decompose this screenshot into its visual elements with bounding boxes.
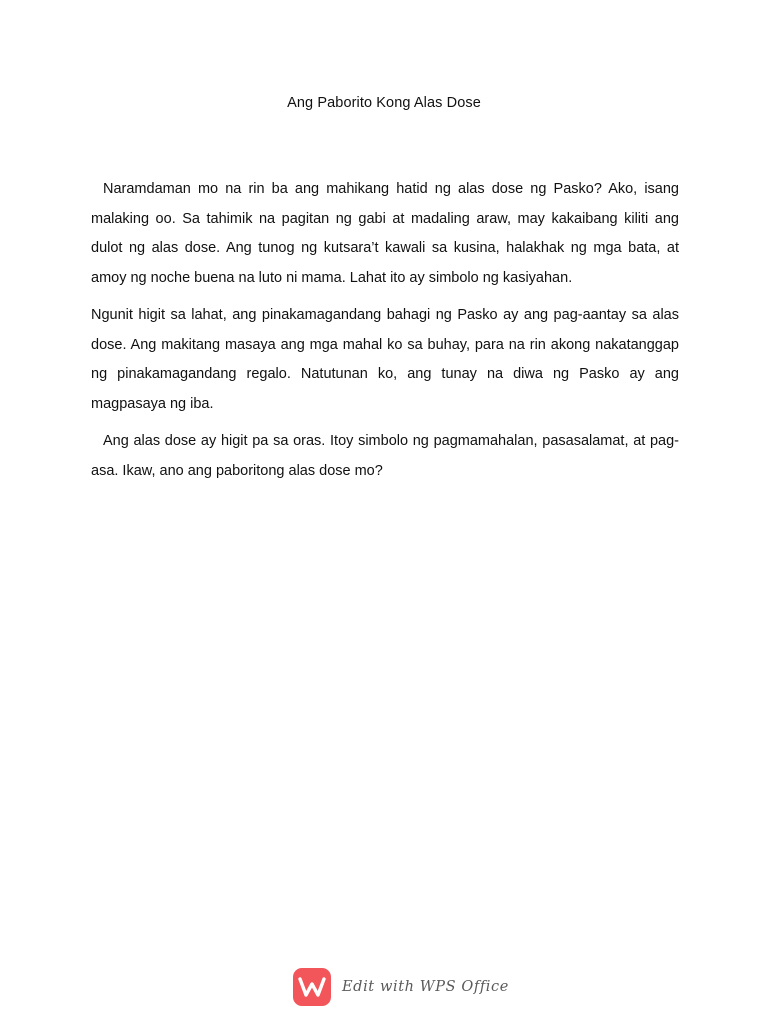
document-title: Ang Paborito Kong Alas Dose (287, 95, 481, 111)
document-body (91, 175, 679, 494)
wps-office-logo-icon (293, 968, 331, 1006)
paragraph-2: Ngunit higit sa lahat, ang pinakamagandang bahagi ng Pasko ay ang pag-aantay sa alas dose. Ang makitang masaya ang mga mahal ko sa buhay, para na rin akong nakatanggap ng pinakamagandang regalo. Natutunan ko, ang tunay na diwa ng Pasko ay ang magpasaya ng iba. (91, 307, 679, 412)
paragraph-3: Ang alas dose ay higit pa sa oras. Itoy simbolo ng pagmamahalan, pasasalamat, at pag-asa. Ikaw, ano ang paboritong alas dose mo? (91, 433, 679, 479)
paragraph-1: Naramdaman mo na rin ba ang mahikang hatid ng alas dose ng Pasko? Ako, isang malaking oo. Sa tahimik na pagitan ng gabi at madaling araw, may kakaibang kiliti ang dulot ng alas dose. Ang tunog ng kutsara’t kawali sa kusina, halakhak ng mga bata, at amoy ng noche buena na luto ni mama. Lahat ito ay simbolo ng kasiyahan. (91, 181, 679, 286)
edit-with-wps-badge[interactable] (293, 968, 509, 1006)
edit-with-wps-label: Edit with WPS Office (342, 979, 509, 995)
